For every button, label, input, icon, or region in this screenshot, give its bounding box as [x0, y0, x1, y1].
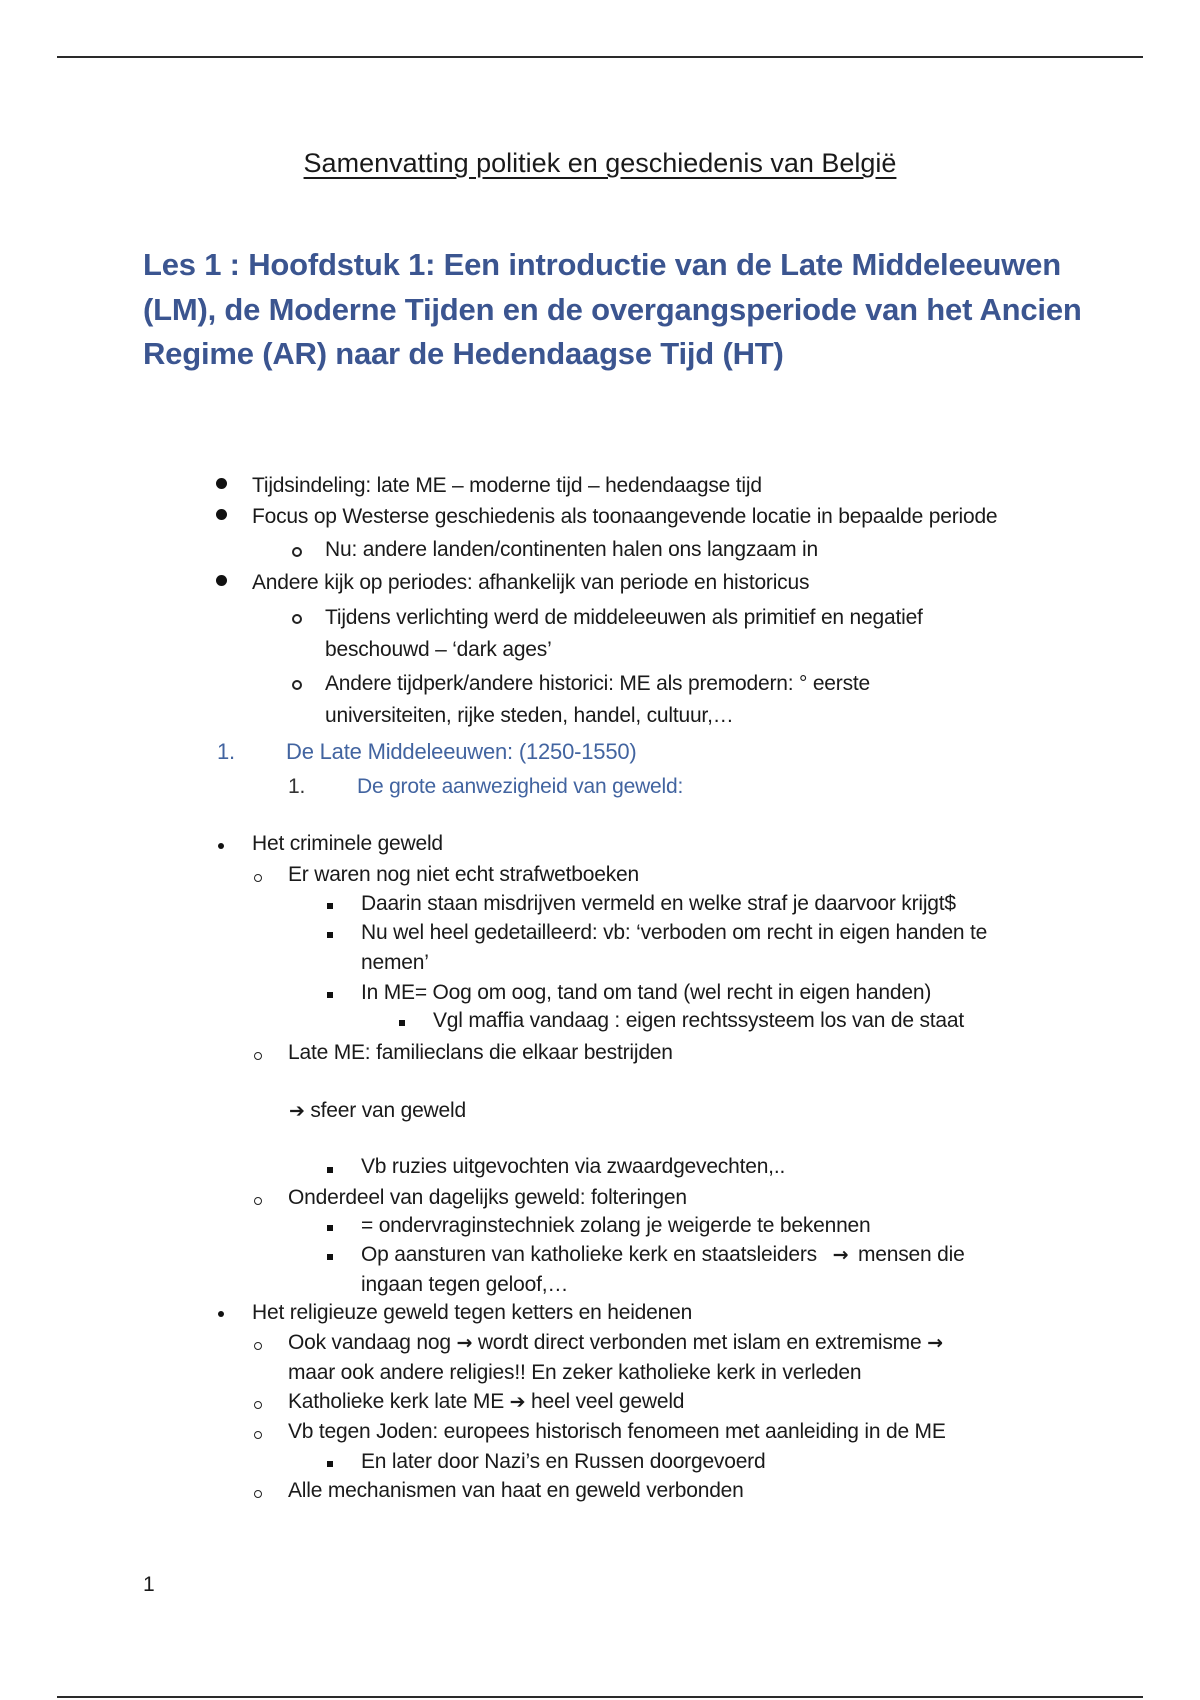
list-item: Nu wel heel gedetailleerd: vb: ‘verboden om recht in eigen handen te	[361, 921, 988, 944]
bullet-disc-icon	[216, 575, 227, 586]
bullet-disc-icon	[216, 509, 227, 520]
list-item-continuation: ingaan tegen geloof,…	[361, 1273, 569, 1296]
list-item-text: Katholieke kerk late ME	[288, 1390, 505, 1413]
bullet-disc-icon	[216, 478, 227, 489]
bullet-square-icon	[327, 903, 333, 909]
list-item-text: heel veel geweld	[531, 1390, 685, 1413]
list-item: Vb ruzies uitgevochten via zwaardgevechten,..	[361, 1155, 786, 1178]
list-item	[361, 1240, 965, 1270]
list-item: Daarin staan misdrijven vermeld en welke straf je daarvoor krijgt$	[361, 892, 956, 915]
bullet-circle-icon	[254, 1431, 262, 1439]
arrow-right-icon: →	[456, 1332, 473, 1354]
list-item-text: Op aansturen van katholieke kerk en staatsleiders	[361, 1243, 817, 1266]
bullet-circle-icon	[254, 1342, 262, 1350]
bullet-square-icon	[327, 932, 333, 938]
section-number: 1.	[217, 739, 235, 764]
bullet-circle-icon	[254, 1052, 262, 1060]
arrow-right-icon: →	[832, 1244, 849, 1266]
list-item: Andere tijdperk/andere historici: ME als premodern: ° eerste	[325, 672, 870, 695]
bullet-square-icon	[327, 1225, 333, 1231]
list-item	[288, 1387, 684, 1417]
list-item: Andere kijk op periodes: afhankelijk van periode en historicus	[252, 571, 810, 594]
bullet-circle-icon	[292, 614, 302, 624]
list-item-continuation: nemen’	[361, 951, 429, 974]
bullet-square-icon	[327, 992, 333, 998]
bullet-circle-icon	[254, 1401, 262, 1409]
list-item: Het criminele geweld	[252, 832, 443, 855]
list-item: Het religieuze geweld tegen ketters en heidenen	[252, 1301, 693, 1324]
subsection-title: De grote aanwezigheid van geweld:	[357, 775, 684, 798]
bullet-disc-icon	[218, 1311, 224, 1317]
bullet-square-icon	[327, 1254, 333, 1260]
list-item-continuation: beschouwd – ‘dark ages’	[325, 638, 552, 661]
list-item-text: mensen die	[857, 1243, 965, 1266]
list-item-continuation: maar ook andere religies!! En zeker katholieke kerk in verleden	[288, 1361, 862, 1384]
bullet-square-icon	[399, 1020, 405, 1026]
arrow-line	[289, 1096, 466, 1126]
arrow-right-icon: ➔	[509, 1391, 526, 1413]
bullet-circle-icon	[292, 680, 302, 690]
bullet-square-icon	[327, 1461, 333, 1467]
list-item	[288, 1328, 943, 1358]
arrow-right-icon: →	[927, 1332, 943, 1354]
list-item: Tijdens verlichting werd de middeleeuwen als primitief en negatief	[325, 606, 923, 629]
list-item: = ondervraginstechniek zolang je weigerde te bekennen	[361, 1214, 871, 1237]
list-item: Alle mechanismen van haat en geweld verbonden	[288, 1479, 744, 1502]
bullet-circle-icon	[254, 1490, 262, 1498]
bullet-circle-icon	[254, 1197, 262, 1205]
top-rule	[57, 56, 1143, 58]
list-item: Late ME: familieclans die elkaar bestrijden	[288, 1041, 673, 1064]
list-item: In ME= Oog om oog, tand om tand (wel recht in eigen handen)	[361, 981, 932, 1004]
bullet-disc-icon	[218, 843, 224, 849]
bullet-circle-icon	[292, 547, 302, 557]
list-item: En later door Nazi’s en Russen doorgevoerd	[361, 1450, 766, 1473]
subsection-number: 1.	[288, 775, 306, 798]
list-item-text: wordt direct verbonden met islam en extremisme	[477, 1331, 922, 1354]
arrow-right-icon: ➔	[289, 1100, 305, 1122]
list-item: Focus op Westerse geschiedenis als toonaangevende locatie in bepaalde periode	[252, 505, 998, 528]
list-item: Er waren nog niet echt strafwetboeken	[288, 863, 639, 886]
bullet-circle-icon	[254, 874, 262, 882]
chapter-heading: Les 1 : Hoofdstuk 1: Een introductie van de Late Middeleeuwen (LM), de Moderne Tijden en de overgangsperiode van het Ancien Regime (AR) naar de Hedendaagse Tijd (HT)	[143, 247, 1082, 371]
list-item-text: Ook vandaag nog	[288, 1331, 451, 1354]
list-item: Nu: andere landen/continenten halen ons langzaam in	[325, 538, 819, 561]
page-number: 1	[143, 1573, 155, 1596]
list-item-continuation: universiteiten, rijke steden, handel, cultuur,…	[325, 704, 734, 727]
bullet-square-icon	[327, 1167, 333, 1173]
list-item: Onderdeel van dagelijks geweld: folteringen	[288, 1186, 687, 1209]
bottom-rule	[57, 1696, 1143, 1698]
list-item: Vb tegen Joden: europees historisch fenomeen met aanleiding in de ME	[288, 1420, 946, 1443]
arrow-line-text: sfeer van geweld	[310, 1099, 466, 1122]
section-title: De Late Middeleeuwen: (1250-1550)	[286, 739, 637, 764]
document-title: Samenvatting politiek en geschiedenis van België	[303, 148, 897, 178]
list-item: Vgl maffia vandaag : eigen rechtssysteem los van de staat	[433, 1009, 965, 1032]
list-item: Tijdsindeling: late ME – moderne tijd – hedendaagse tijd	[252, 474, 762, 497]
